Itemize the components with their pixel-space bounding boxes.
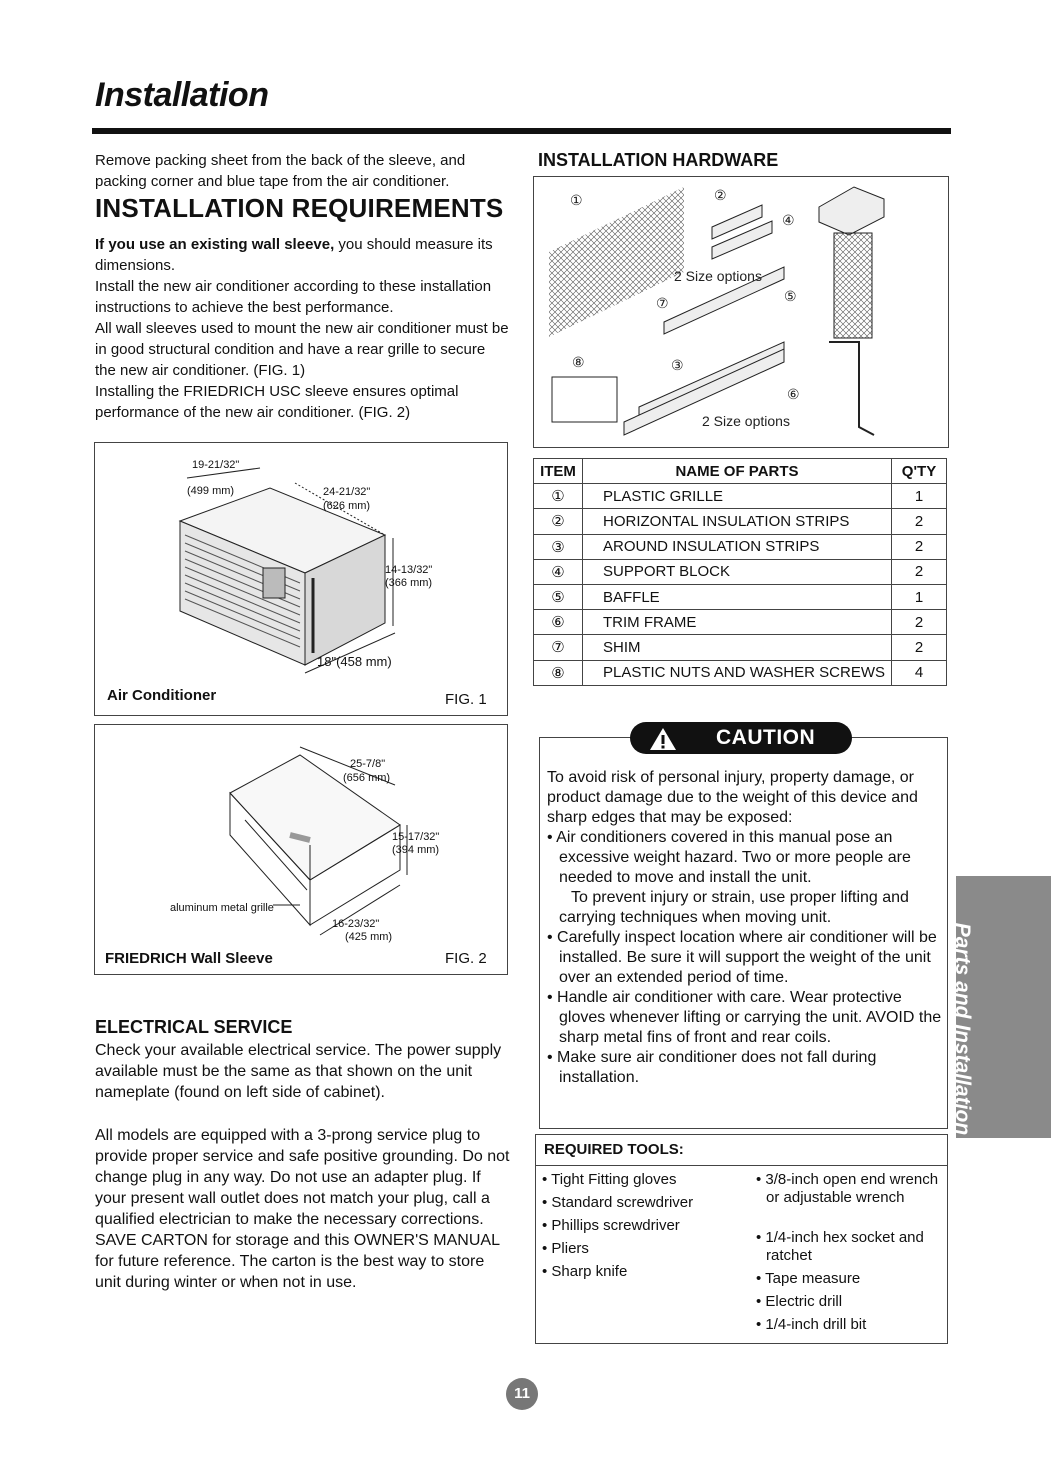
fig1-width-mm: (499 mm) (187, 485, 235, 497)
part-quantity: 4 (892, 660, 947, 685)
table-row (534, 509, 947, 534)
tool-item: • Tight Fitting gloves (542, 1171, 677, 1188)
part-quantity: 2 (892, 559, 947, 584)
caution-badge (630, 722, 852, 754)
part-name: SUPPORT BLOCK (583, 559, 892, 584)
nuts-screws-icon (552, 377, 617, 422)
table-header-row (534, 459, 947, 484)
part-quantity: 2 (892, 635, 947, 660)
baffle-icon (834, 233, 872, 338)
fig2-number: FIG. 2 (445, 950, 487, 967)
caution-bullet-text: • Air conditioners covered in this manual pose an excessive weight hazard. Two or more people are needed to move and install the unit. (547, 829, 911, 886)
fig2-height-mm: (394 mm) (392, 844, 440, 856)
tool-item: • 1/4-inch hex socket and ratchet (756, 1229, 924, 1264)
electrical-paragraph-2: All models are equipped with a 3-prong service plug to provide proper service and safe positive grounding. Do not change plug in any way. Do not use an adapter plug. If your present wall outlet does not match your plug, call a qualified electrician to make the necessary corrections. SAVE CARTON for storage and this OWNER'S MANUAL for future reference. The carton is the best way to store unit during winter or when not in use. (95, 1127, 510, 1291)
part-item-number: ② (534, 509, 583, 534)
section-side-tab (951, 876, 1051, 1138)
tools-divider (536, 1165, 947, 1166)
part-item-number: ⑦ (534, 635, 583, 660)
part-name: PLASTIC GRILLE (583, 484, 892, 509)
fig1-depth-in: 24-21/32" (323, 486, 371, 498)
table-row (534, 484, 947, 509)
caution-bullet: • Make sure air conditioner does not fall during installation. (547, 1049, 877, 1086)
wall-sleeve-illustration (95, 725, 507, 974)
part-quantity: 1 (892, 584, 947, 609)
caution-bullet (547, 828, 942, 928)
marker-8: ⑧ (572, 354, 585, 370)
fig1-bottom-dim: 18"(458 mm) (317, 654, 392, 669)
warning-icon (648, 726, 678, 752)
plastic-grille-icon (549, 187, 684, 337)
marker-7: ⑦ (656, 295, 669, 311)
fig2-width-mm: (425 mm) (345, 931, 393, 943)
fig1-width-in: 19-21/32" (192, 459, 240, 471)
tool-item: • 3/8-inch open end wrench or adjustable wrench (756, 1171, 939, 1206)
requirements-body (95, 234, 510, 423)
caution-bullet-text: To prevent injury or strain, use proper lifting and carrying techniques when moving unit. (559, 889, 909, 926)
tool-item: • Pliers (542, 1240, 589, 1257)
table-row (534, 635, 947, 660)
required-tools-box (535, 1134, 948, 1344)
table-row (534, 660, 947, 685)
parts-table (533, 458, 947, 686)
fig2-caption: FRIEDRICH Wall Sleeve (105, 950, 273, 967)
table-row (534, 584, 947, 609)
tool-item: • Tape measure (756, 1270, 861, 1287)
marker-6: ⑥ (787, 386, 800, 402)
title-rule (92, 128, 951, 134)
part-name: HORIZONTAL INSULATION STRIPS (583, 509, 892, 534)
header-name: NAME OF PARTS (583, 459, 892, 484)
fig2-depth-in: 25-7/8" (350, 758, 386, 770)
caution-intro: To avoid risk of personal injury, property damage, or product damage due to the weight of this device and sharp edges that may be exposed: (547, 769, 918, 826)
tool-item: • Phillips screwdriver (542, 1217, 680, 1234)
tool-item: • 1/4-inch drill bit (756, 1316, 867, 1333)
part-item-number: ⑥ (534, 610, 583, 635)
requirements-line: Installing the FRIEDRICH USC sleeve ensures optimal performance of the new air conditioner. (FIG. 2) (95, 383, 459, 421)
fig1-number: FIG. 1 (445, 691, 487, 708)
size-options-label: 2 Size options (674, 268, 762, 284)
intro-text: Remove packing sheet from the back of the sleeve, and packing corner and blue tape from the air conditioner. (95, 152, 466, 190)
requirements-line: Install the new air conditioner according to these installation instructions to achieve the best performance. (95, 278, 492, 316)
caution-text (547, 768, 942, 1088)
requirements-line: All wall sleeves used to mount the new air conditioner must be in good structural condition and have a rear grille to secure the new air conditioner. (FIG. 1) (95, 320, 509, 379)
air-conditioner-illustration (95, 443, 507, 715)
hardware-illustration (534, 177, 948, 447)
requirements-lead: If you use an existing wall sleeve, (95, 236, 335, 253)
part-name: TRIM FRAME (583, 610, 892, 635)
tool-item: • Electric drill (756, 1293, 843, 1310)
support-block-icon (819, 187, 884, 235)
marker-3: ③ (671, 357, 684, 373)
size-options-label: 2 Size options (702, 413, 790, 429)
tools-heading: REQUIRED TOOLS: (544, 1141, 684, 1158)
part-item-number: ① (534, 484, 583, 509)
header-item: ITEM (534, 459, 583, 484)
fig1-height-in: 14-13/32" (385, 564, 433, 576)
fig2-grille-label: aluminum metal grille (170, 902, 274, 914)
table-row (534, 534, 947, 559)
marker-5: ⑤ (784, 288, 797, 304)
hardware-illustration-box (533, 176, 949, 448)
part-name: SHIM (583, 635, 892, 660)
marker-1: ① (570, 192, 583, 208)
tool-item: • Standard screwdriver (542, 1194, 694, 1211)
part-quantity: 2 (892, 610, 947, 635)
fig1-depth-mm: (626 mm) (323, 500, 371, 512)
part-name: PLASTIC NUTS AND WASHER SCREWS (583, 660, 892, 685)
fig1-caption: Air Conditioner (107, 687, 217, 704)
part-name: AROUND INSULATION STRIPS (583, 534, 892, 559)
requirements-heading: INSTALLATION REQUIREMENTS (95, 193, 504, 223)
page-title: Installation (95, 76, 269, 114)
caution-label: CAUTION (716, 726, 816, 749)
electrical-paragraph-1: Check your available electrical service. The power supply available must be the same as that shown on the unit nameplate (found on left side of cabinet). (95, 1042, 502, 1101)
fig1-height-mm: (366 mm) (385, 577, 433, 589)
table-row (534, 559, 947, 584)
part-name: BAFFLE (583, 584, 892, 609)
side-tab-label: Parts and Installation (951, 922, 974, 1136)
marker-2: ② (714, 187, 727, 203)
part-item-number: ④ (534, 559, 583, 584)
requirements-lead-rest: you should measure its dimensions. (95, 236, 493, 274)
tool-item: • Sharp knife (542, 1263, 628, 1280)
part-quantity: 2 (892, 534, 947, 559)
part-quantity: 2 (892, 509, 947, 534)
marker-4: ④ (782, 212, 795, 228)
header-qty: Q'TY (892, 459, 947, 484)
figure-1 (94, 442, 508, 716)
table-row (534, 610, 947, 635)
electrical-heading: ELECTRICAL SERVICE (95, 1017, 293, 1037)
trim-frame-icon (829, 342, 874, 435)
caution-bullet: • Handle air conditioner with care. Wear protective gloves whenever lifting or carrying the unit. AVOID the sharp metal fins of front and rear coils. (547, 989, 942, 1046)
part-quantity: 1 (892, 484, 947, 509)
fig2-height-in: 15-17/32" (392, 831, 440, 843)
fig2-width-in: 16-23/32" (332, 918, 380, 930)
part-item-number: ⑤ (534, 584, 583, 609)
hardware-heading: INSTALLATION HARDWARE (538, 150, 779, 170)
page-number: 11 (506, 1378, 538, 1410)
caution-bullet: • Carefully inspect location where air conditioner will be installed. Be sure it will support the weight of the unit over an extended period of time. (547, 929, 937, 986)
part-item-number: ③ (534, 534, 583, 559)
figure-2 (94, 724, 508, 975)
part-item-number: ⑧ (534, 660, 583, 685)
fig2-depth-mm: (656 mm) (343, 772, 391, 784)
